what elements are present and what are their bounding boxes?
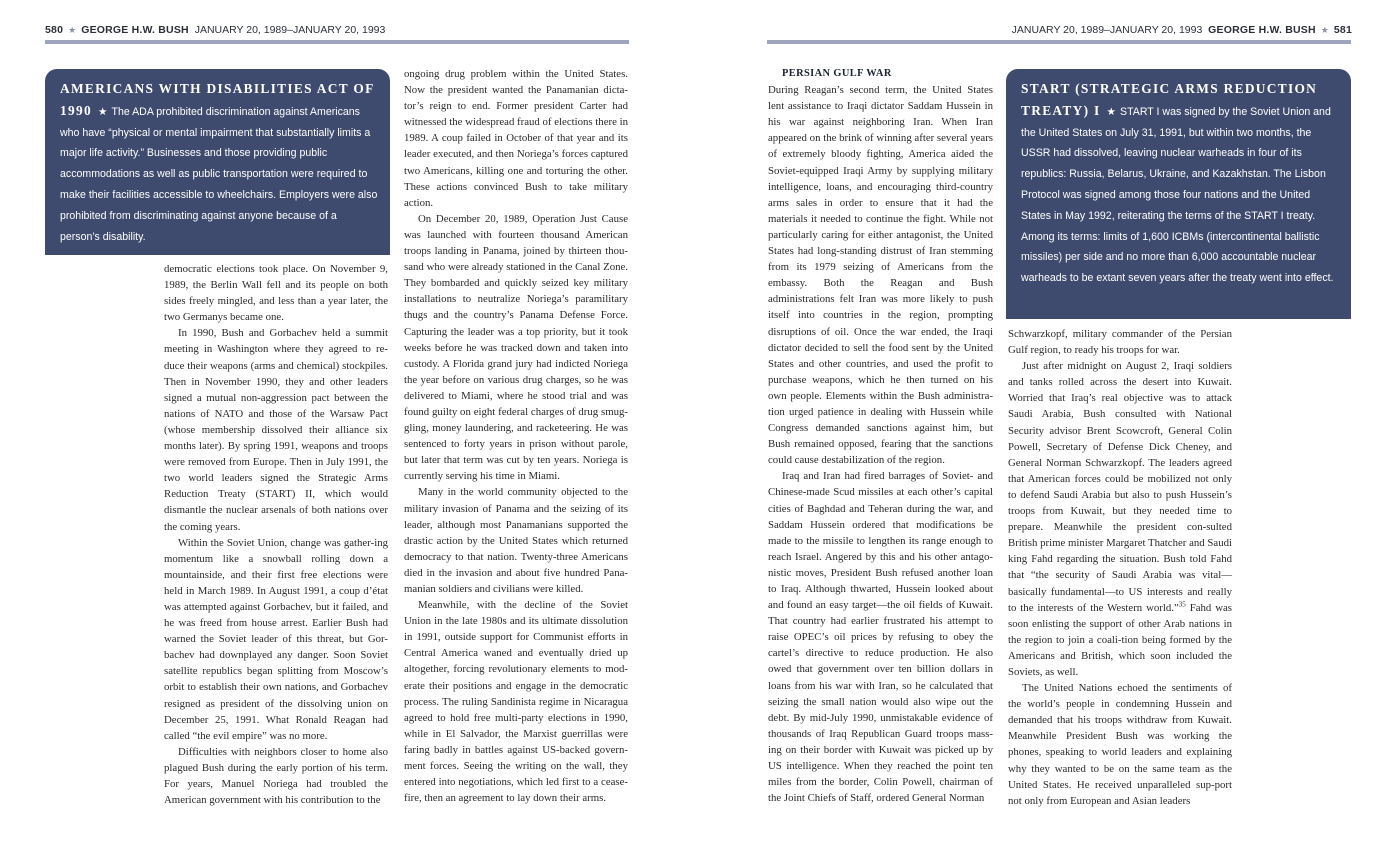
section-heading: PERSIAN GULF WAR — [782, 68, 892, 79]
left-page-column-1 — [164, 261, 388, 808]
body-paragraph: Meanwhile, with the decline of the Soviet Union in the late 1980s and its ultimate dissolution in 1991, outside support for Communist efforts in Central America waned and eventually dried up altogether, forcing revolutionary elements to mod-erate their positions and engage in the democratic process. The ruling Sandinista regime in Nicaragua agreed to hold free multi-party elections in 1990, while in El Salvador, the Marxist guerrillas were faring badly in battles against US-backed govern-ment forces. Seeing the writing on the wall, they entered into negotiations, which led first to a cease-fire, then an agreement to lay down their arms. — [404, 599, 628, 805]
right-page-number: 581 — [1333, 24, 1352, 36]
start-sidebar-text: START I was signed by the Soviet Union and the United States on July 31, 1991, but within two months, the USSR had dissolved, leaving nuclear warheads in four of its republics: Russia, Belarus, Ukraine, and Kazakhstan. The Lisbon Protocol was signed among those four nations and the United States in May 1992, reiterating the terms of the START I treaty. Among its terms: limits of 1,600 ICBMs (intercontinental ballistic missiles) per side and no more than 6,000 accountable nuclear warheads to be extant seven years after the treaty went into effect. — [1021, 105, 1334, 285]
right-page-column-1 — [768, 66, 993, 806]
body-paragraph: Iraq and Iran had fired barrages of Soviet- and Chinese-made Scud missiles at each other’s capital cities of Baghdad and Teheran during the war, and Saddam Hussein ordered that modifications be made to the missile to lengthen its range enough to reach Israel. Angered by this and his other antago-nistic moves, President Bush refused another loan to Iraq. Although thwarted, Hussein looked about and found an easy target—the oil fields of Kuwait. That country had earlier frustrated his attempt to raise OPEC’s oil prices by refusing to obey the cartel’s directive to reduce production. He also owed that government over ten billion dollars in loans from his war with Iran, so he calculated that seizing the small nation would also wipe out the debt. By mid-July 1990, unmistakable evidence of thousands of Iraq Republican Guard troops mass-ing on their border with Kuwait was picked up by US intelligence. When they reached the point ten miles from the border, Colin Powell, chairman of the Joint Chiefs of Staff, ordered General Norman — [768, 470, 993, 805]
right-header-rule — [767, 40, 1351, 44]
ada-sidebar-title: AMERICANS WITH DISABILITIES ACT OF 1990 — [60, 81, 375, 118]
body-paragraph — [1008, 358, 1232, 680]
right-header-president: GEORGE H.W. BUSH — [1208, 24, 1316, 36]
body-paragraph: During Reagan’s second term, the United States lent assistance to Iraqi dictator Saddam Hussein in his war against neighboring Iran. When Iran appeared on the brink of winning after several years of extremely bloody fighting, America aided the Soviet-equipped Iraqi Army by supplying military intelligence, loans, and encouraging third-country arms sales in order to ensure that it had the materials it needed to continue the fight. While not particularly caring for either antagonist, the United States had long-standing distrust of Iran stemming from its 1979 seizing of Americans from the embassy. Both the Reagan and Bush administrations felt Iran was more likely to push itself into countries in the region, prompting disruptions of oil. Once the war ended, the Iraqi dictator decided to sell the food sent by the United States and other countries, and used the profit to purchase weapons, which he then turned on his own people. Elements within the Bush administra-tion urged patience in dealing with Hussein while Congress demanded sanctions against him, but Bush remained opposed, fearing that the sanctions could cause destabilization of the region. — [768, 84, 993, 467]
star-icon: ★ — [1106, 105, 1117, 118]
left-page-number: 580 — [45, 24, 64, 36]
right-header-dates: JANUARY 20, 1989–JANUARY 20, 1993 — [1011, 24, 1203, 36]
ada-sidebar — [45, 69, 390, 255]
star-icon: ★ — [97, 105, 108, 118]
star-icon: ★ — [68, 25, 77, 35]
body-paragraph: On December 20, 1989, Operation Just Cause was launched with fourteen thousand American troops landing in Panama, joined by thirteen thou-sand who were already stationed in the Canal Zone. They bombarded and quickly seized key military installations to neutralize Noriega’s paramilitary thugs and the country’s Panama Defense Force. Capturing the leader was a top priority, but it took weeks before he was tracked down and taken into custody. A Florida grand jury had indicted Noriega the year before on various drug charges, so he was delivered to Miami, where he stood trial and was found guilty on eight federal charges of drug smug-gling, money laundering, and racketeering. He was sentenced to forty years in prison without parole, but later that term was cut by ten years. Noriega is currently serving his time in Miami. — [404, 212, 628, 483]
paragraph-text: Just after midnight on August 2, Iraqi soldiers and tanks rolled across the desert into Kuwait. Worried that Iraq’s real objective was to attack Saudi Arabia, Bush consulted with National Security advisor Brent Scowcroft, General Colin Powell, Secretary of Defense Dick Cheney, and General Norman Schwarzkopf. The leaders agreed that American forces could be mobilized not only to defend Saudi Arabia but also to push Hussein’s troops from Kuwait, but they needed time to prepare. Meanwhile the president con-sulted British prime minister Margaret Thatcher and Saudi king Fahd regarding the situation. Bush told Fahd that “the security of Saudi Arabia was vital—basically fundamental—to US interests and really to the interests of the Western world.” — [1008, 360, 1232, 614]
star-icon: ★ — [1320, 25, 1329, 35]
footnote-marker: 35 — [1178, 600, 1186, 608]
body-paragraph: Many in the world community objected to the military invasion of Panama and the seizing of its leader, although most Panamanians supported the drastic action by the United States which returned democracy to that nation. Twenty-three Americans died in the invasion and about five hundred Pana-manian soldiers and civilians were killed. — [404, 486, 628, 595]
start-sidebar-title: START (STRATEGIC ARMS REDUCTION TREATY) I — [1021, 81, 1318, 118]
start-sidebar — [1006, 69, 1351, 319]
left-header-rule — [45, 40, 629, 44]
body-paragraph: ongoing drug problem within the United States. Now the president wanted the Panamanian dicta-tor’s reign to end. Former president Carter had witnessed the widespread fraud of elections there in 1989. A coup failed in October of that year and its leader executed, and then Noriega’s forces captured two Americans, killing one and torturing the other. These actions convinced Bush to take military action. — [404, 68, 628, 209]
paragraph-text: Fahd was soon enlisting the support of other Arab nations in the region to join a coali-tion being formed by the Americans and British, which soon included the Soviets, as well. — [1008, 601, 1232, 678]
ada-sidebar-text: The ADA prohibited discrimination against Americans who have “physical or mental impairment that substantially limits a major life activity.” Businesses and those providing public accommodations as well as public transportation were required to make their facilities accessible to wheelchairs. Employers were also prohibited from discriminating against anyone because of a person’s disability. — [60, 105, 378, 243]
body-paragraph: Within the Soviet Union, change was gather-ing momentum like a snowball rolling down a mountainside, and their first free elections were held in March 1989. In August 1991, a coup d’état was attempted against Gorbachev, but it failed, and he was freed from house arrest. Earlier Bush had warned the Soviet leader of this threat, but Gor-bachev had downplayed any danger. Soon Soviet satellite republics began splitting from Moscow’s orbit to establish their own nations, and Gorbachev resigned as president of the dissolving union on December 25, 1991. What Ronald Reagan had called “the evil empire” was no more. — [164, 536, 388, 742]
left-header-president: GEORGE H.W. BUSH — [81, 24, 189, 36]
left-page-column-2 — [404, 66, 628, 806]
body-paragraph: The United Nations echoed the sentiments of the world’s people in condemning Hussein and demanded that his troops withdraw from Kuwait. Meanwhile President Bush was working the phones, speaking to world leaders and explaining why they wanted to be on the same team as the United States. He received unparalleled sup-port not only from European and Asian leaders — [1008, 682, 1232, 807]
left-header-dates: JANUARY 20, 1989–JANUARY 20, 1993 — [194, 24, 386, 36]
body-paragraph: Difficulties with neighbors closer to home also plagued Bush during the early portion of his term. For years, Manuel Noriega had troubled the American government with his contribution to the — [164, 745, 388, 807]
right-page-column-2 — [1008, 326, 1232, 809]
body-paragraph: democratic elections took place. On November 9, 1989, the Berlin Wall fell and its people on both sides freely mingled, and less than a year later, the two Germanys became one. — [164, 263, 388, 324]
body-paragraph: Schwarzkopf, military commander of the Persian Gulf region, to ready his troops for war. — [1008, 328, 1232, 357]
body-paragraph: In 1990, Bush and Gorbachev held a summit meeting in Washington where they agreed to re-duce their weapons (arms and chemical) stockpiles. Then in November 1990, they and other leaders signed a mutual non-aggression pact between the nations of NATO and those of the Warsaw Pact (whose membership dissolved their alliance six months later). By spring 1991, weapons and troops were removed from Europe. Then in July 1991, the two world leaders signed the Strategic Arms Reduction Treaty (START) II, which would dismantle the nuclear arsenals of both nations over the coming years. — [164, 327, 388, 533]
